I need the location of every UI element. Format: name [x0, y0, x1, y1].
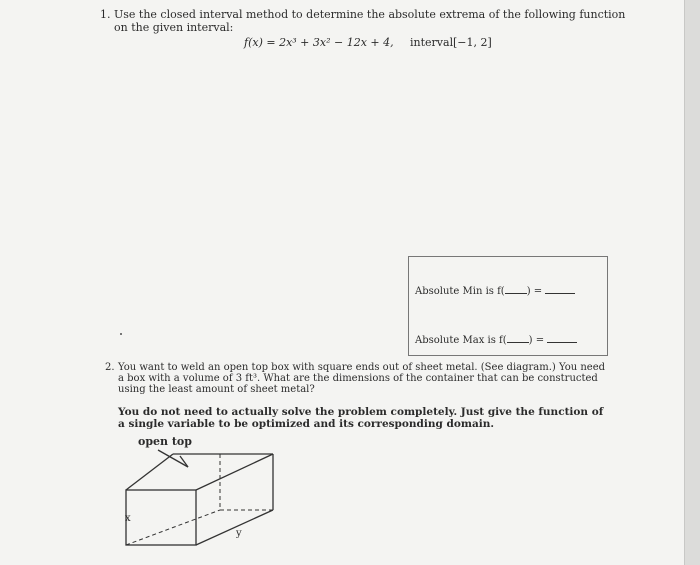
open-top-arrow	[158, 450, 188, 467]
stray-mark	[120, 333, 122, 335]
y-dimension-label: y	[236, 528, 242, 539]
function-formula: f(x) = 2x³ + 3x² − 12x + 4,	[244, 36, 394, 49]
max-value-blank[interactable]	[547, 333, 577, 343]
absolute-min-line	[415, 284, 575, 297]
question-2-text: You want to weld an open top box with square ends out of sheet metal. (See diagram.) You need a box with a volume of 3 ft³. What are the dimensions of the container that can be constructed using the least amount of sheet metal?	[118, 362, 606, 395]
page-edge	[684, 0, 700, 565]
open-top-label: open top	[138, 435, 192, 448]
interval-value: [−1, 2]	[453, 36, 492, 49]
min-equals: ) =	[526, 286, 543, 297]
min-x-blank[interactable]	[505, 284, 527, 294]
box-front-face	[126, 490, 196, 545]
answer-box	[408, 256, 608, 356]
box-bottom-right-edge	[196, 510, 273, 545]
question-2-number: 2.	[105, 362, 115, 373]
min-value-blank[interactable]	[545, 284, 575, 294]
question-1-number: 1.	[100, 8, 111, 21]
interval-label: interval	[410, 36, 454, 49]
question-1-text: Use the closed interval method to determine the absolute extrema of the following function on the given interval:	[114, 8, 626, 34]
box-top-left-edge	[126, 454, 173, 490]
absolute-max-label: Absolute Max is f(	[415, 335, 507, 346]
question-2-instructions: You do not need to actually solve the problem completely. Just give the function of a single variable to be optimized and its corresponding domain.	[118, 406, 604, 430]
box-top-right-edge	[196, 454, 273, 490]
absolute-max-line	[415, 333, 577, 346]
max-x-blank[interactable]	[507, 333, 529, 343]
max-equals: ) =	[528, 335, 545, 346]
absolute-min-label: Absolute Min is f(	[415, 286, 505, 297]
box-hidden-diagonal-edge	[126, 510, 220, 545]
x-dimension-label: x	[125, 513, 131, 524]
box-diagram	[118, 432, 278, 552]
